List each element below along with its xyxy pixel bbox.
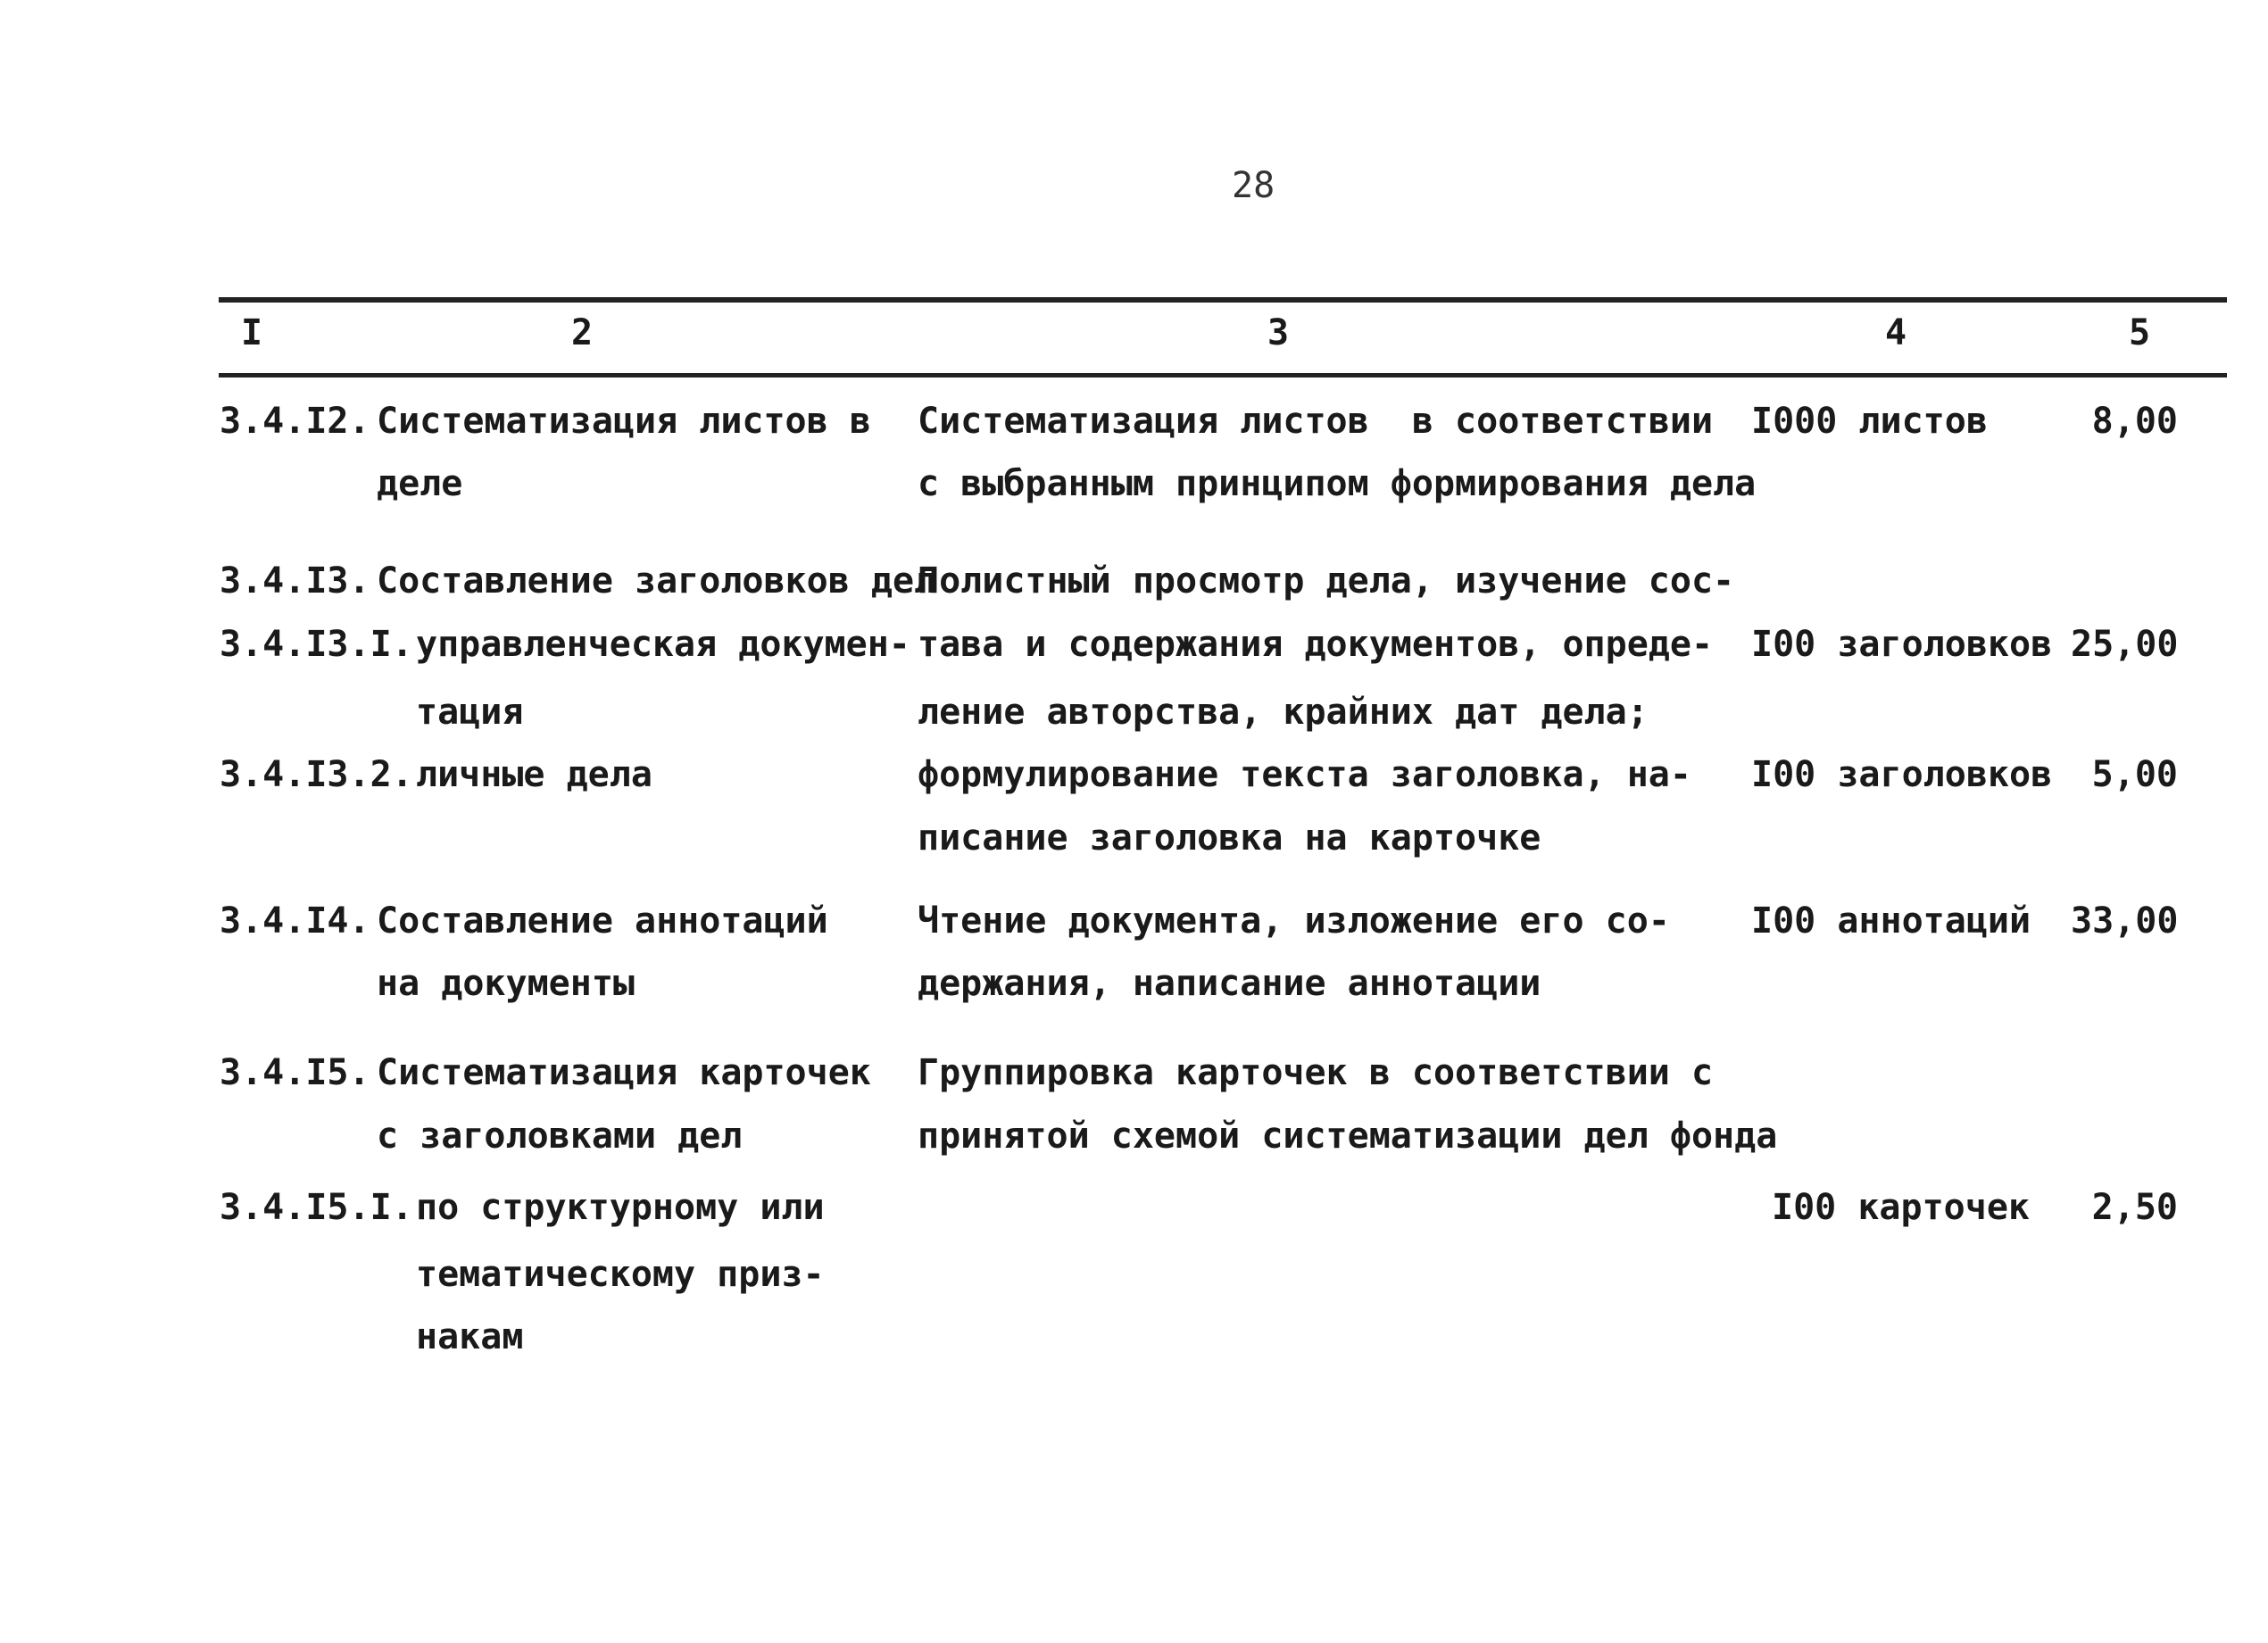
- column-header-1: I: [241, 312, 263, 353]
- column-header-3: 3: [1267, 312, 1290, 353]
- row-id: 3.4.I5.I.: [220, 1187, 413, 1228]
- row-name-line: деле: [377, 463, 463, 504]
- row-name-line: тация: [416, 692, 524, 733]
- column-header-4: 4: [1885, 312, 1907, 353]
- row-desc-line: принятой схемой систематизации дел фонда: [918, 1116, 1778, 1157]
- row-name-line: тематическому приз-: [416, 1254, 825, 1295]
- row-unit: I00 заголовков: [1751, 624, 2053, 665]
- row-id: 3.4.I3.2.: [220, 754, 413, 795]
- row-name-line: Составление аннотаций: [377, 900, 828, 942]
- row-desc-line: тава и содержания документов, опреде-: [918, 624, 1714, 665]
- row-unit: I00 заголовков: [1751, 754, 2053, 795]
- row-unit: I00 аннотаций: [1751, 900, 2031, 942]
- row-id: 3.4.I4.: [220, 900, 370, 942]
- row-id: 3.4.I2.: [220, 401, 370, 442]
- row-norm: 8,00: [2091, 401, 2178, 442]
- row-norm: 2,50: [2091, 1187, 2178, 1228]
- table-header-rule: [219, 373, 2227, 378]
- row-desc-line: Группировка карточек в соответствии с: [918, 1052, 1714, 1093]
- row-id: 3.4.I3.I.: [220, 624, 413, 665]
- row-name-line: накам: [416, 1316, 524, 1357]
- table-top-rule: [219, 297, 2227, 303]
- row-name-line: Систематизация карточек: [377, 1052, 871, 1093]
- row-norm: 33,00: [2071, 900, 2179, 942]
- column-header-5: 5: [2129, 312, 2151, 353]
- row-id: 3.4.I5.: [220, 1052, 370, 1093]
- column-header-2: 2: [571, 312, 594, 353]
- row-unit: I00 карточек: [1772, 1187, 2030, 1228]
- page-number: 28: [1232, 165, 1275, 206]
- row-name-line: по структурному или: [416, 1187, 825, 1228]
- row-desc-line: писание заголовка на карточке: [918, 817, 1541, 859]
- row-desc-line: с выбранным принципом формирования дела: [918, 463, 1757, 504]
- row-name-line: на документы: [377, 963, 635, 1004]
- row-name-line: управленческая докумен-: [416, 624, 910, 665]
- row-unit: I000 листов: [1751, 401, 1988, 442]
- row-desc-line: Полистный просмотр дела, изучение сос-: [918, 560, 1735, 602]
- row-desc-line: ление авторства, крайних дат дела;: [918, 692, 1649, 733]
- row-id: 3.4.I3.: [220, 560, 370, 602]
- row-norm: 25,00: [2071, 624, 2179, 665]
- row-name-line: Систематизация листов в: [377, 401, 871, 442]
- row-name-line: личные дела: [416, 754, 652, 795]
- row-desc-line: держания, написание аннотации: [918, 963, 1541, 1004]
- row-desc-line: Чтение документа, изложение его со-: [918, 900, 1670, 942]
- row-norm: 5,00: [2091, 754, 2178, 795]
- row-desc-line: Систематизация листов в соответствии: [918, 401, 1714, 442]
- row-name-line: с заголовками дел: [377, 1116, 743, 1157]
- row-desc-line: формулирование текста заголовка, на-: [918, 754, 1691, 795]
- row-name-line: Составление заголовков дел: [377, 560, 936, 602]
